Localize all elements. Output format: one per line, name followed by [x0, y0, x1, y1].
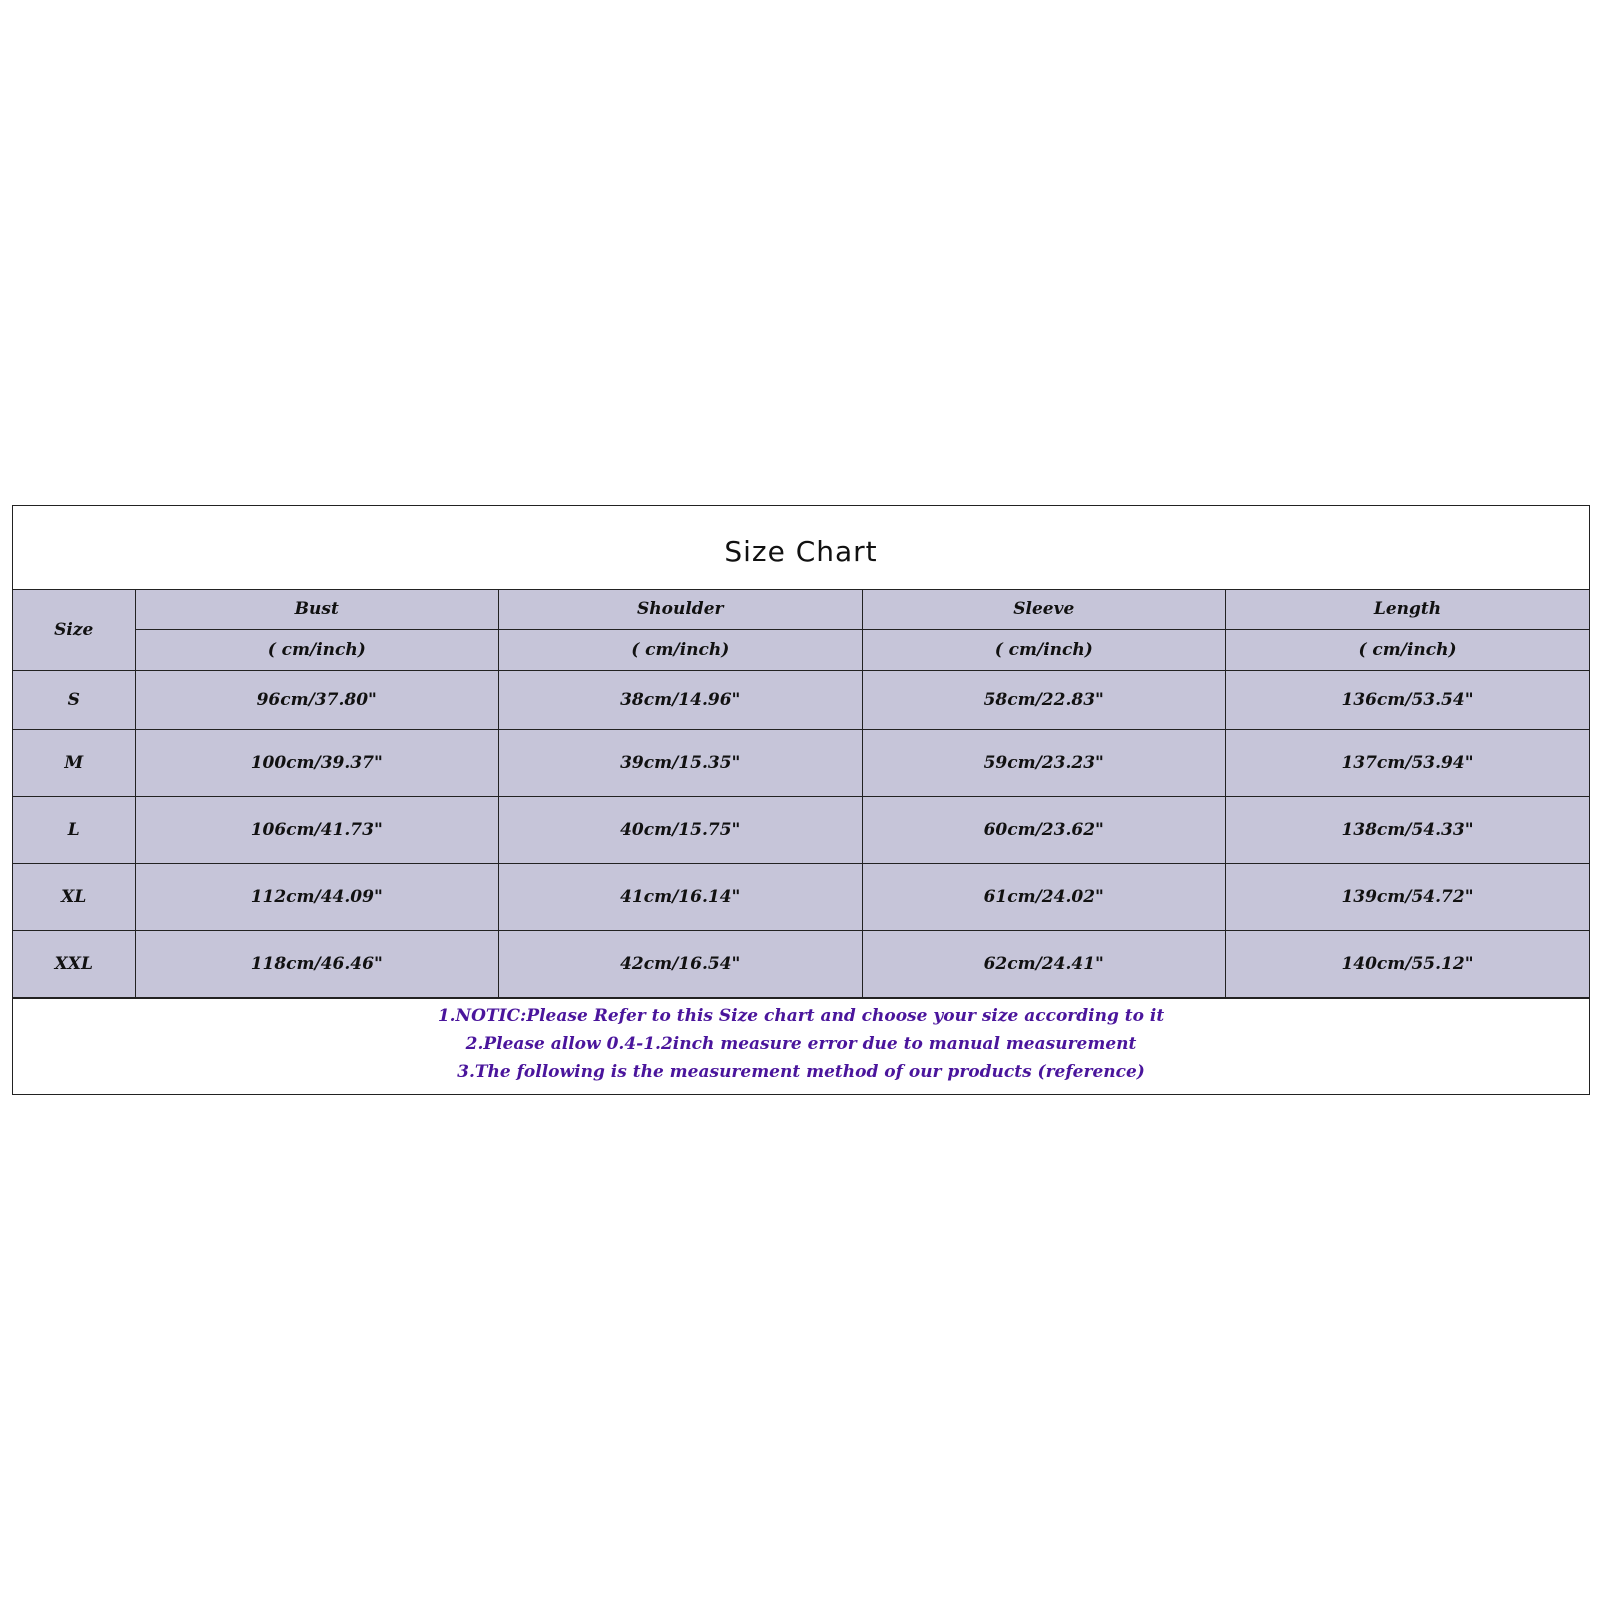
length-cell: 140cm/55.12" — [1226, 930, 1590, 997]
column-unit-shoulder: ( cm/inch) — [499, 629, 863, 670]
header-row-units — [13, 629, 1589, 670]
length-cell: 138cm/54.33" — [1226, 796, 1590, 863]
bust-cell: 112cm/44.09" — [135, 863, 499, 930]
sleeve-cell: 62cm/24.41" — [862, 930, 1226, 997]
column-header-bust: Bust — [135, 590, 499, 629]
length-cell: 136cm/53.54" — [1226, 670, 1590, 729]
table-row — [13, 670, 1589, 729]
shoulder-cell: 42cm/16.54" — [499, 930, 863, 997]
size-header: Size — [13, 590, 135, 670]
column-header-shoulder: Shoulder — [499, 590, 863, 629]
size-cell: XXL — [13, 930, 135, 997]
sleeve-cell: 58cm/22.83" — [862, 670, 1226, 729]
note-line-3: 3.The following is the measurement method of our products (reference) — [457, 1061, 1145, 1082]
column-unit-bust: ( cm/inch) — [135, 629, 499, 670]
sleeve-cell: 61cm/24.02" — [862, 863, 1226, 930]
bust-cell: 106cm/41.73" — [135, 796, 499, 863]
header-row-names — [13, 590, 1589, 629]
size-cell: XL — [13, 863, 135, 930]
table-row — [13, 863, 1589, 930]
table-row — [13, 729, 1589, 796]
shoulder-cell: 41cm/16.14" — [499, 863, 863, 930]
length-cell: 139cm/54.72" — [1226, 863, 1590, 930]
size-cell: S — [13, 670, 135, 729]
length-cell: 137cm/53.94" — [1226, 729, 1590, 796]
bust-cell: 118cm/46.46" — [135, 930, 499, 997]
column-unit-sleeve: ( cm/inch) — [862, 629, 1226, 670]
sleeve-cell: 59cm/23.23" — [862, 729, 1226, 796]
note-line-1: 1.NOTIC:Please Refer to this Size chart and choose your size according to it — [437, 1005, 1165, 1026]
bust-cell: 96cm/37.80" — [135, 670, 499, 729]
column-header-sleeve: Sleeve — [862, 590, 1226, 629]
note-line-2: 2.Please allow 0.4-1.2inch measure error due to manual measurement — [465, 1033, 1137, 1054]
chart-title: Size Chart — [724, 535, 878, 568]
table-row — [13, 796, 1589, 863]
size-cell: M — [13, 729, 135, 796]
size-chart — [12, 505, 1590, 1095]
size-cell: L — [13, 796, 135, 863]
notes-section — [13, 998, 1589, 1089]
shoulder-cell: 40cm/15.75" — [499, 796, 863, 863]
shoulder-cell: 39cm/15.35" — [499, 729, 863, 796]
sleeve-cell: 60cm/23.62" — [862, 796, 1226, 863]
size-table — [13, 590, 1589, 998]
shoulder-cell: 38cm/14.96" — [499, 670, 863, 729]
column-header-length: Length — [1226, 590, 1590, 629]
bust-cell: 100cm/39.37" — [135, 729, 499, 796]
table-row — [13, 930, 1589, 997]
title-row — [13, 506, 1589, 590]
column-unit-length: ( cm/inch) — [1226, 629, 1590, 670]
